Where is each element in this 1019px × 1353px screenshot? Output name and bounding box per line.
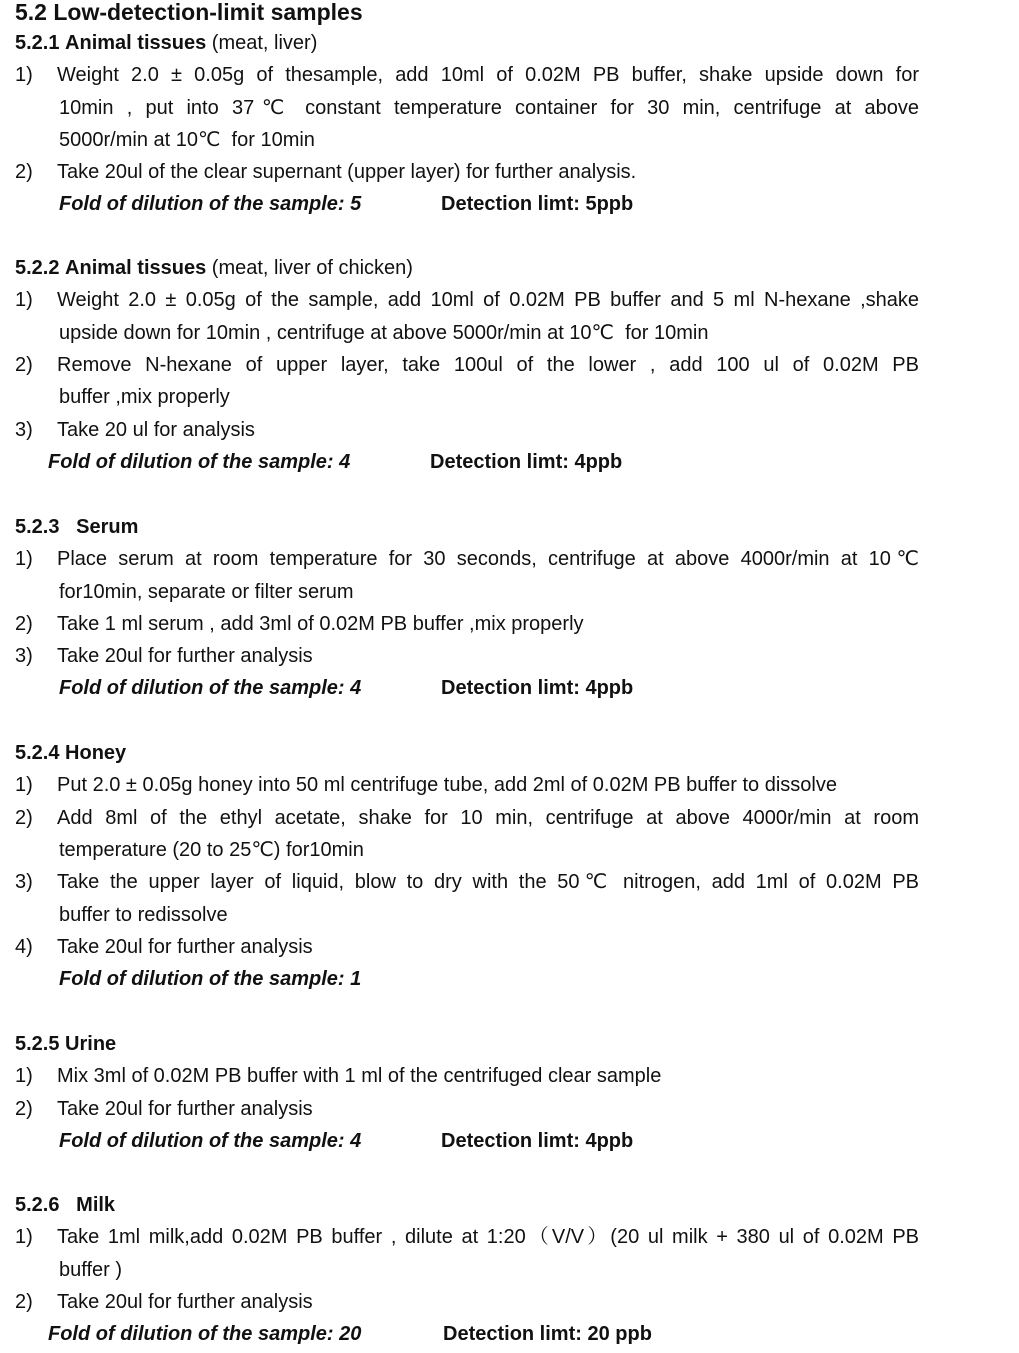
step-text-line: for10min, separate or filter serum (59, 580, 354, 603)
section-qualifier: (meat, liver of chicken) (211, 257, 413, 279)
section-name: Honey (65, 742, 127, 764)
step-text-line: Weight 2.0 ± 0.05g of thesample, add 10ml of 0.02M PB buffer, shake upside down for (57, 64, 919, 87)
step-text-line: buffer ,mix properly (59, 386, 230, 409)
detection-limit: Detection limt: 5ppb (441, 193, 634, 215)
step-text-line: upside down for 10min , centrifuge at above 5000r/min at 10℃ for 10min (59, 321, 709, 344)
step-text-line: Mix 3ml of 0.02M PB buffer with 1 ml of the centrifuged clear sample (57, 1065, 662, 1088)
step-text-line: Take the upper layer of liquid, blow to dry with the 50℃ nitrogen, add 1ml of 0.02M PB (57, 871, 919, 894)
section-number: 5.2.5 (15, 1033, 60, 1055)
step-text-line: Take 1ml milk,add 0.02M PB buffer , dilute at 1:20（V/V）(20 ul milk + 380 ul of 0.02M PB (57, 1226, 919, 1249)
detection-limit: Detection limt: 20 ppb (443, 1323, 652, 1345)
step-number: 2) (15, 1097, 33, 1120)
step-number: 2) (15, 161, 33, 184)
step-number: 3) (15, 418, 33, 441)
step-number: 1) (15, 774, 33, 797)
step-text-line: buffer to redissolve (59, 903, 228, 926)
step-number: 3) (15, 871, 33, 894)
step-text-line: Weight 2.0 ± 0.05g of the sample, add 10ml of 0.02M PB buffer and 5 ml N-hexane ,shake (57, 289, 919, 312)
step-number: 2) (15, 612, 33, 635)
section-name: Animal tissues (65, 257, 207, 279)
fold-of-dilution: Fold of dilution of the sample: 4 (59, 1130, 362, 1152)
step-number: 1) (15, 1226, 33, 1249)
step-number: 1) (15, 64, 33, 87)
fold-of-dilution: Fold of dilution of the sample: 4 (59, 677, 362, 699)
section-heading (15, 741, 126, 765)
section-qualifier: (meat, liver) (211, 32, 318, 54)
step-text-line: buffer ) (59, 1258, 122, 1281)
step-number: 2) (15, 1290, 33, 1313)
step-text-line: Take 20 ul for analysis (57, 418, 255, 441)
step-number: 4) (15, 935, 33, 958)
section-name: Serum (76, 516, 139, 538)
section-heading (15, 256, 413, 280)
step-text-line: 5000r/min at 10℃ for 10min (59, 128, 315, 151)
step-text-line: Put 2.0 ± 0.05g honey into 50 ml centrifuge tube, add 2ml of 0.02M PB buffer to dissolve (57, 774, 837, 797)
step-text-line: Place serum at room temperature for 30 seconds, centrifuge at above 4000r/min at 10℃ (57, 548, 919, 571)
step-text-line: Take 20ul for further analysis (57, 935, 313, 958)
detection-limit: Detection limt: 4ppb (441, 1130, 634, 1152)
section-heading (15, 1032, 116, 1056)
step-text-line: temperature (20 to 25℃) for10min (59, 838, 364, 861)
step-text-line: Take 20ul for further analysis (57, 1290, 313, 1313)
section-heading (15, 31, 317, 55)
step-number: 2) (15, 806, 33, 829)
section-heading (15, 1193, 115, 1217)
step-text-line: Take 20ul for further analysis (57, 645, 313, 668)
detection-limit: Detection limt: 4ppb (430, 451, 623, 473)
page-title: 5.2 Low-detection-limit samples (15, 0, 363, 25)
section-number: 5.2.4 (15, 742, 60, 764)
step-number: 3) (15, 645, 33, 668)
section-number: 5.2.6 (15, 1194, 60, 1216)
section-name: Animal tissues (65, 32, 207, 54)
section-number: 5.2.1 (15, 32, 60, 54)
fold-of-dilution: Fold of dilution of the sample: 20 (48, 1323, 362, 1345)
section-number: 5.2.3 (15, 516, 60, 538)
section-number: 5.2.2 (15, 257, 60, 279)
fold-of-dilution: Fold of dilution of the sample: 1 (59, 968, 362, 990)
section-heading (15, 515, 138, 539)
step-number: 1) (15, 548, 33, 571)
fold-of-dilution: Fold of dilution of the sample: 4 (48, 451, 351, 473)
step-text-line: Take 20ul of the clear supernant (upper layer) for further analysis. (57, 161, 637, 184)
section-name: Milk (76, 1194, 116, 1216)
fold-of-dilution: Fold of dilution of the sample: 5 (59, 193, 362, 215)
step-text-line: Take 20ul for further analysis (57, 1097, 313, 1120)
section-name: Urine (65, 1033, 117, 1055)
detection-limit: Detection limt: 4ppb (441, 677, 634, 699)
step-text-line: Add 8ml of the ethyl acetate, shake for 10 min, centrifuge at above 4000r/min at room (57, 806, 919, 829)
step-number: 2) (15, 353, 33, 376)
step-text-line: 10min , put into 37℃ constant temperature container for 30 min, centrifuge at above (59, 96, 919, 119)
step-number: 1) (15, 289, 33, 312)
step-text-line: Remove N-hexane of upper layer, take 100ul of the lower , add 100 ul of 0.02M PB (57, 353, 919, 376)
step-number: 1) (15, 1065, 33, 1088)
step-text-line: Take 1 ml serum , add 3ml of 0.02M PB buffer ,mix properly (57, 612, 584, 635)
